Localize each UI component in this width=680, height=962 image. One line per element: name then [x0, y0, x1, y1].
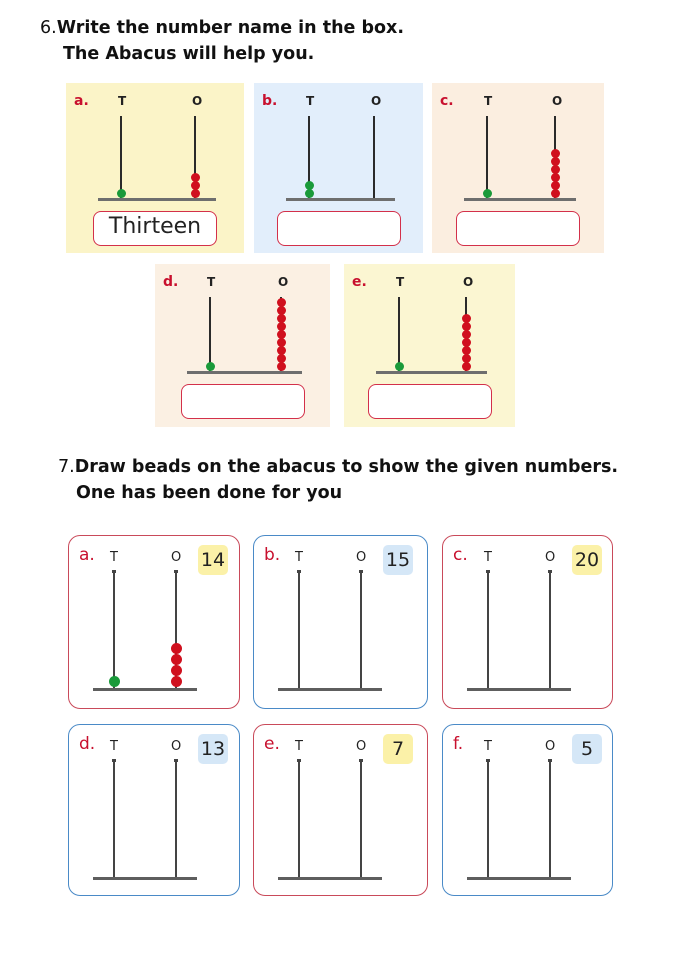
ones-rod [549, 570, 551, 688]
tens-rod [298, 570, 300, 688]
ones-label: O [356, 739, 367, 754]
ones-bead [277, 346, 286, 355]
ones-bead [277, 362, 286, 371]
tens-rod [113, 759, 115, 877]
tens-rod [486, 116, 488, 198]
abacus-base [286, 198, 395, 201]
ones-bead [277, 306, 286, 315]
ones-bead [462, 362, 471, 371]
card-label: d. [79, 734, 96, 754]
tens-label: T [484, 739, 492, 754]
tens-label: T [306, 94, 315, 108]
ones-bead [551, 189, 560, 198]
q6-title [40, 15, 404, 41]
q6-line1: Write the number name in the box. [56, 18, 404, 38]
q7-card-f[interactable] [442, 724, 613, 896]
ones-label: O [371, 94, 382, 108]
ones-bead [462, 338, 471, 347]
card-label: c. [453, 545, 468, 565]
q6-card-c [432, 83, 604, 253]
q7-card-a[interactable] [68, 535, 240, 709]
ones-bead [191, 181, 200, 190]
ones-bead [191, 173, 200, 182]
tens-rod [487, 759, 489, 877]
q6-card-d [155, 264, 330, 427]
q7-card-b[interactable] [253, 535, 428, 709]
ones-bead [551, 165, 560, 174]
tens-label: T [484, 550, 492, 565]
tens-label: T [396, 275, 405, 289]
answer-box[interactable] [277, 211, 401, 246]
ones-label: O [171, 550, 182, 565]
q6-card-b [254, 83, 423, 253]
tens-rod [487, 570, 489, 688]
card-label: c. [440, 93, 454, 109]
card-label: f. [453, 734, 464, 754]
card-label: e. [264, 734, 280, 754]
abacus-base [98, 198, 216, 201]
ones-bead [462, 346, 471, 355]
ones-label: O [545, 739, 556, 754]
tens-bead [483, 189, 492, 198]
given-number: 5 [572, 734, 602, 764]
card-label: b. [262, 93, 278, 109]
ones-bead [171, 643, 182, 654]
card-label: b. [264, 545, 281, 565]
given-number: 20 [572, 545, 602, 575]
ones-rod [175, 759, 177, 877]
abacus-base [187, 371, 302, 374]
ones-label: O [545, 550, 556, 565]
card-label: e. [352, 274, 367, 290]
ones-bead [277, 330, 286, 339]
ones-label: O [278, 275, 289, 289]
ones-bead [277, 314, 286, 323]
q7-card-c[interactable] [442, 535, 613, 709]
tens-label: T [110, 739, 118, 754]
ones-bead [277, 338, 286, 347]
ones-rod [360, 570, 362, 688]
abacus-base [467, 688, 571, 691]
tens-rod [398, 297, 400, 371]
ones-label: O [171, 739, 182, 754]
tens-label: T [110, 550, 118, 565]
given-number: 15 [383, 545, 413, 575]
tens-label: T [484, 94, 493, 108]
ones-label: O [192, 94, 203, 108]
card-label: a. [74, 93, 89, 109]
ones-label: O [356, 550, 367, 565]
abacus-base [467, 877, 571, 880]
ones-label: O [463, 275, 474, 289]
ones-bead [171, 665, 182, 676]
card-label: d. [163, 274, 179, 290]
q7-card-e[interactable] [253, 724, 428, 896]
tens-bead [305, 181, 314, 190]
ones-bead [462, 354, 471, 363]
tens-bead [395, 362, 404, 371]
tens-bead [206, 362, 215, 371]
given-number: 7 [383, 734, 413, 764]
given-number: 13 [198, 734, 228, 764]
tens-label: T [295, 739, 303, 754]
ones-bead [551, 157, 560, 166]
given-number: 14 [198, 545, 228, 575]
tens-label: T [207, 275, 216, 289]
q6-subtitle: The Abacus will help you. [63, 44, 315, 64]
tens-bead [305, 189, 314, 198]
tens-label: T [295, 550, 303, 565]
q7-subtitle: One has been done for you [76, 483, 343, 503]
abacus-base [93, 877, 197, 880]
tens-rod [113, 570, 115, 688]
card-label: a. [79, 545, 95, 565]
ones-bead [551, 149, 560, 158]
ones-bead [191, 189, 200, 198]
q7-number: 7. [58, 457, 75, 477]
tens-rod [209, 297, 211, 371]
ones-label: O [552, 94, 563, 108]
ones-bead [462, 314, 471, 323]
answer-box[interactable] [181, 384, 305, 419]
ones-bead [551, 181, 560, 190]
ones-bead [551, 173, 560, 182]
ones-bead [462, 322, 471, 331]
q7-line1: Draw beads on the abacus to show the given numbers. [74, 457, 619, 477]
tens-rod [298, 759, 300, 877]
ones-bead [171, 676, 182, 687]
tens-bead [117, 189, 126, 198]
ones-rod [360, 759, 362, 877]
ones-bead [462, 330, 471, 339]
ones-bead [277, 298, 286, 307]
answer-box[interactable] [456, 211, 580, 246]
q6-number: 6. [40, 18, 57, 38]
q6-card-e [344, 264, 515, 427]
abacus-base [278, 877, 382, 880]
abacus-base [464, 198, 576, 201]
tens-label: T [118, 94, 127, 108]
ones-bead [171, 654, 182, 665]
ones-rod [549, 759, 551, 877]
answer-box[interactable] [368, 384, 492, 419]
tens-bead [109, 676, 120, 687]
tens-rod [120, 116, 122, 198]
abacus-base [278, 688, 382, 691]
answer-box[interactable]: Thirteen [93, 211, 217, 246]
ones-rod [373, 116, 375, 198]
q6-card-a [66, 83, 244, 253]
ones-bead [277, 354, 286, 363]
q7-title [58, 454, 618, 480]
abacus-base [93, 688, 197, 691]
ones-bead [277, 322, 286, 331]
q7-card-d[interactable] [68, 724, 240, 896]
abacus-base [376, 371, 487, 374]
